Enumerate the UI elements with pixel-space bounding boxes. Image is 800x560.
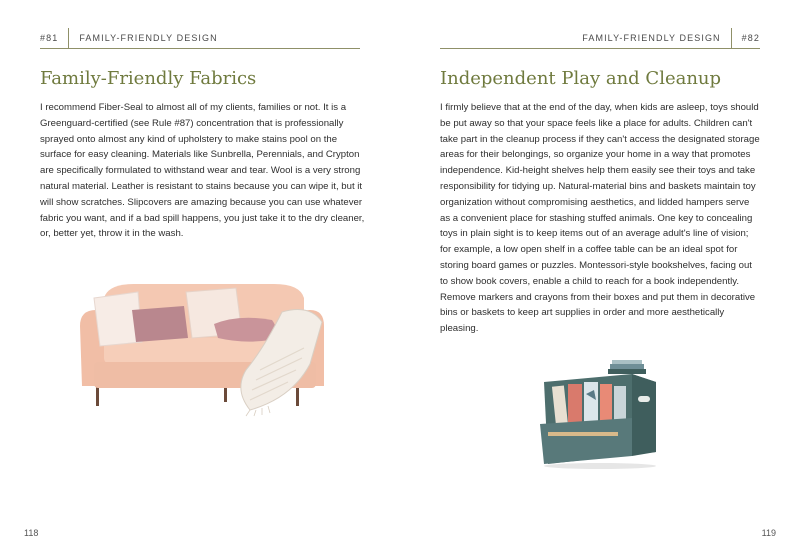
section-title: FAMILY-FRIENDLY DESIGN (582, 33, 721, 43)
body-paragraph: I firmly believe that at the end of the day, when kids are asleep, toys should be put away so that your space feels like a place for adults. Children can't take part in the cleanup process if they can't access the designated storage areas for their belongings, so organize your home in a way that promotes independence. Kid-height shelves help them easily see their toys and take responsibility for tidying up. Natural-material bins and baskets maintain toy organization without compromising aesthetics, and lidded hampers serve as a convenient place for stashing stuffed animals. One key to concealing toys in plain sight is to keep items out of an average adult's line of vision; for example, a low open shelf in a coffee table can be an ideal spot for storing board games or puzzles. Montessori-style bookshelves, facing out to show book covers, enable a child to reach for a book independently. Remove markers and crayons from their boxes and put them in decorative bins or baskets to keep art supplies in order and more aesthetically pleasing. (440, 102, 760, 335)
running-head (40, 28, 360, 49)
book-bin-illustration (534, 360, 666, 470)
page-heading: Independent Play and Cleanup (440, 68, 722, 89)
page-number: 119 (761, 528, 776, 538)
rule-number: #81 (40, 33, 59, 43)
sofa-illustration (74, 278, 330, 418)
running-head (440, 28, 760, 49)
page-heading: Family-Friendly Fabrics (40, 68, 257, 89)
rule-number: #82 (741, 33, 760, 43)
body-paragraph: I recommend Fiber-Seal to almost all of my clients, families or not. It is a Greenguard-certified (see Rule #87) concentration that is professionally sprayed onto almost any kind of upholstery to make stains pool on the surface for easy cleaning. Materials like Sunbrella, Perennials, and Crypton are specifically formulated to withstand wear and tear. Wool is a very strong natural material. Leather is resistant to stains because you can wipe it, but it will show scratches. Slipcovers are amazing because you can use whatever fabric you want, and if a bad spill happens, you just take it to the dry cleaner, or, better yet, throw it in the wash. (40, 102, 365, 240)
section-title: FAMILY-FRIENDLY DESIGN (79, 33, 218, 43)
page-number: 118 (24, 528, 39, 538)
right-page (400, 0, 800, 560)
